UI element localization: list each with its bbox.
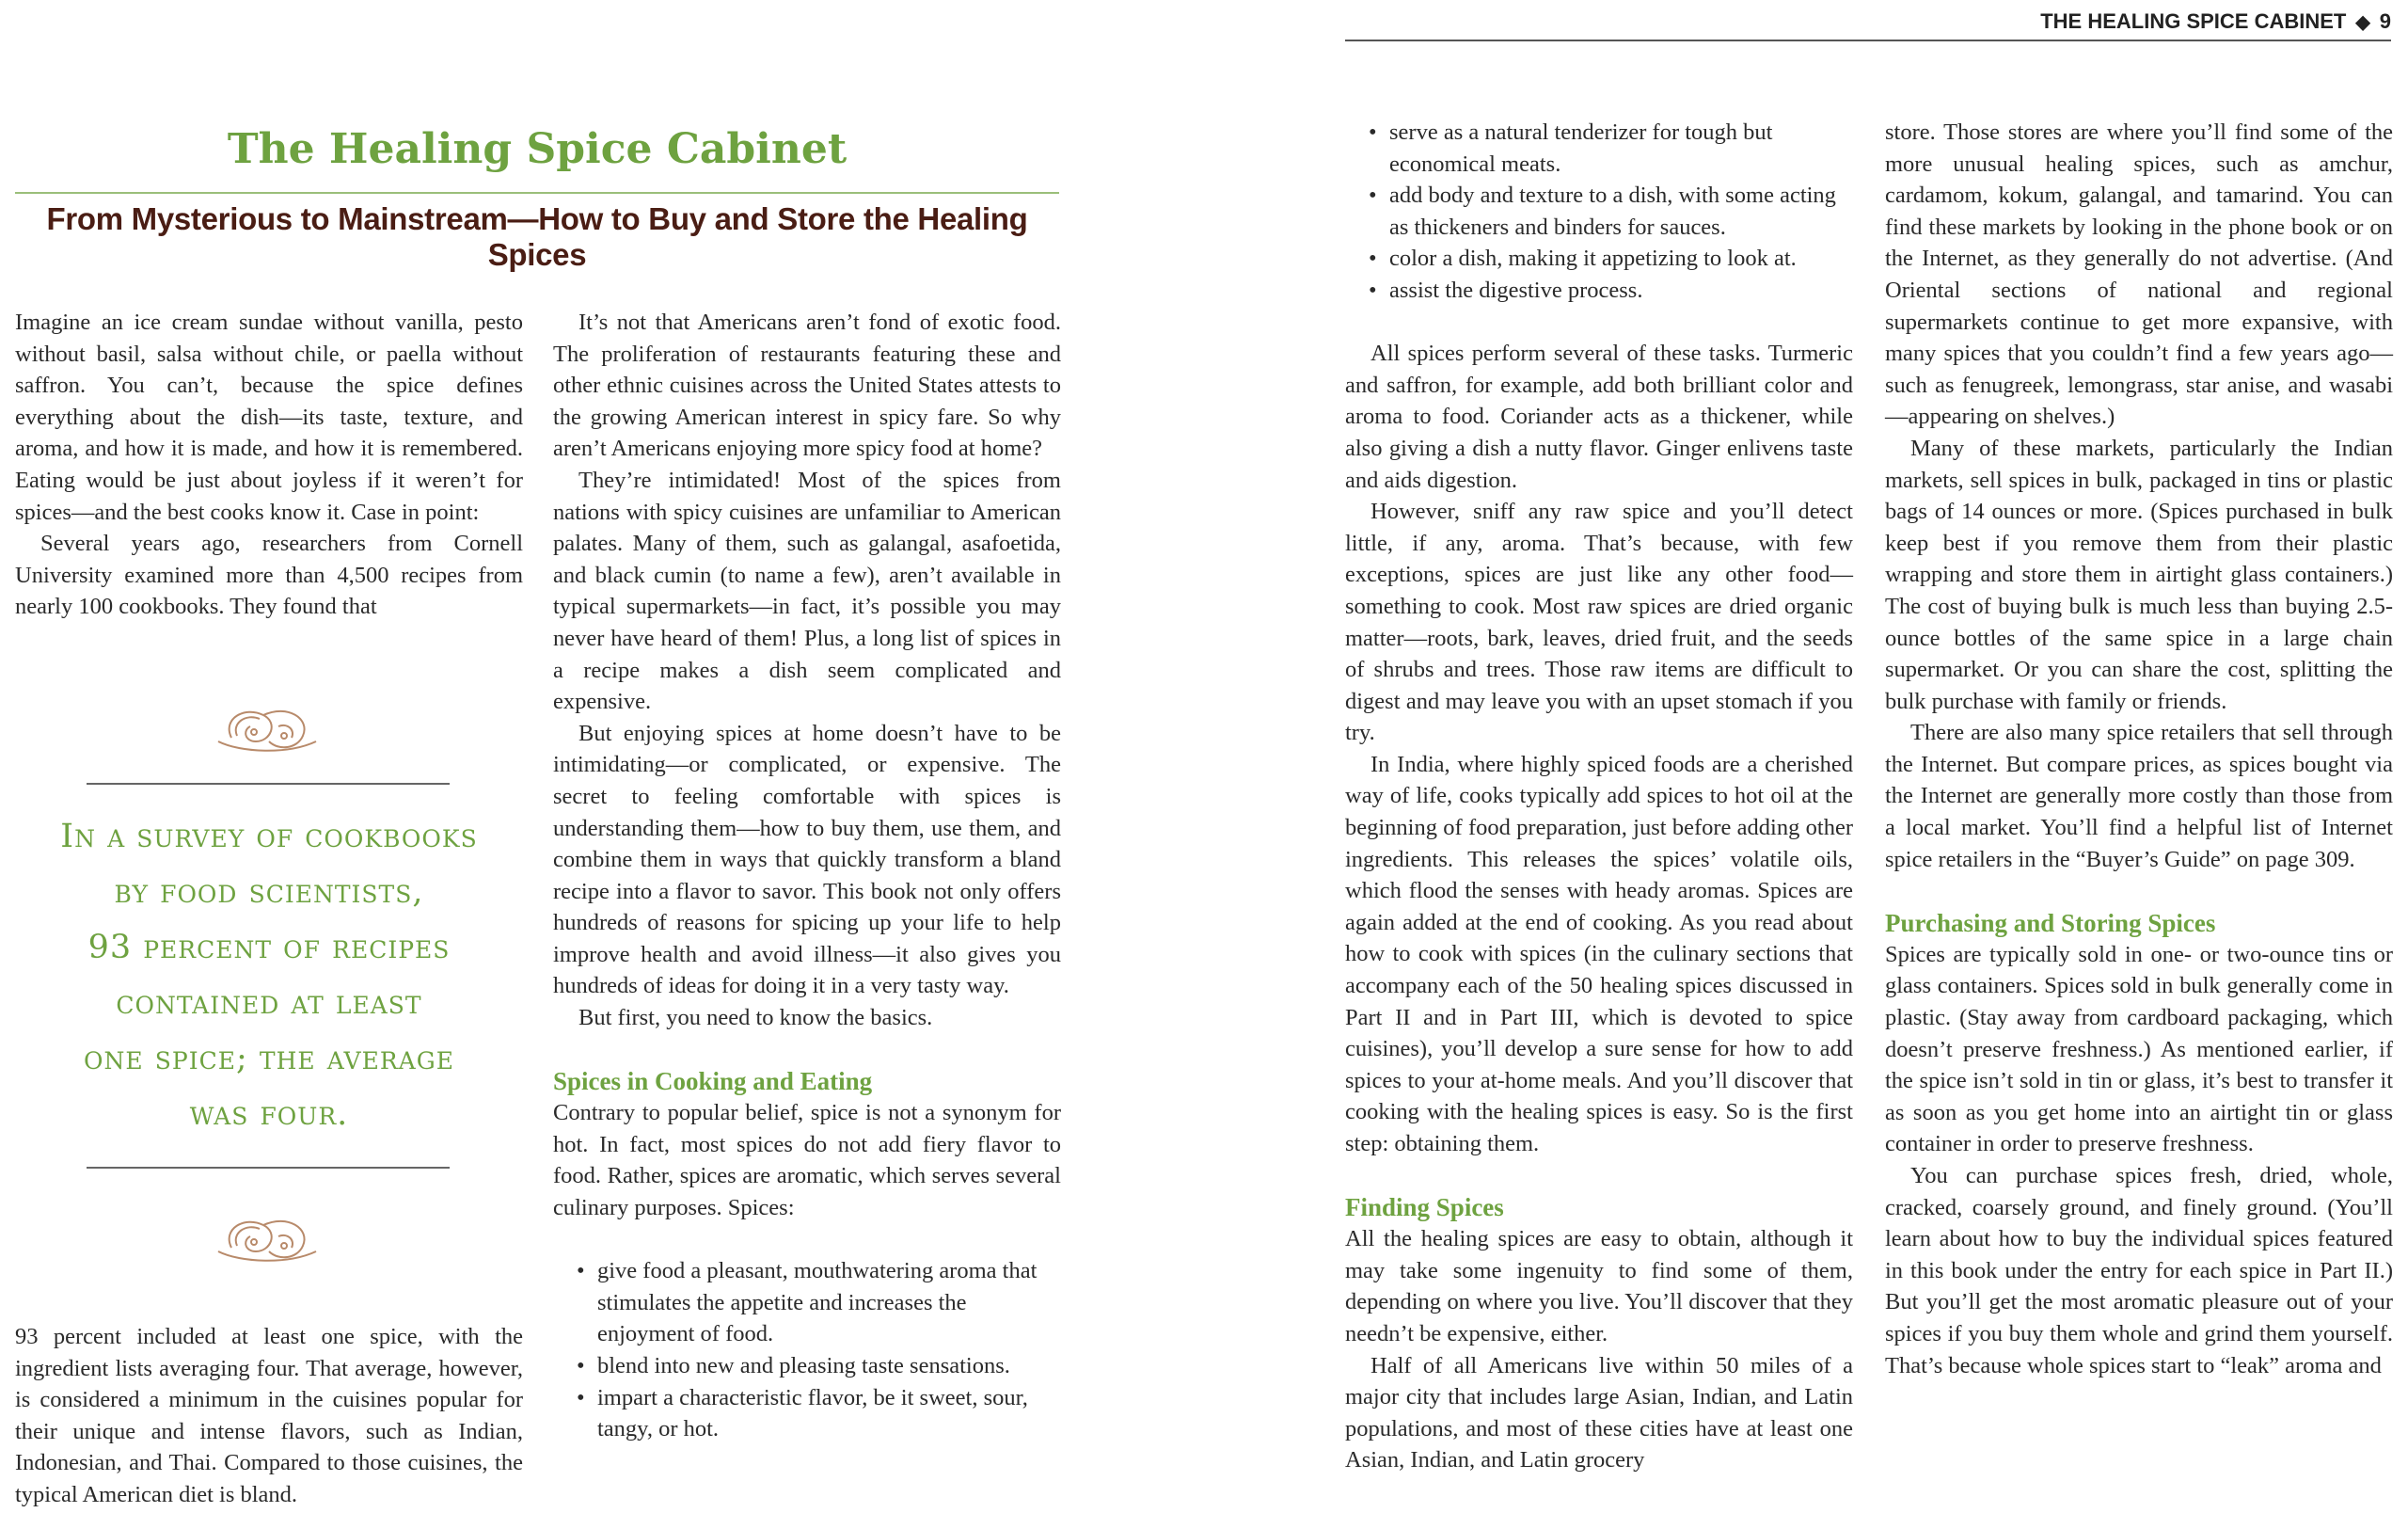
pull-quote	[15, 809, 523, 1142]
left-page	[0, 0, 1072, 1529]
col2-paragraph-2: They’re intimidated! Most of the spices from nations with spicy cuisines are unfamiliar to American palates. Many of them, such as galangal, asafoetida, and black cumin (to name a few), aren’t available in typical supermarkets—in fact, it’s possible you may never have heard of them! Plus, a long list of spices in a recipe makes a dish seem complicated and expensive.	[553, 467, 1061, 715]
list-item: • give food a pleasant, mouthwatering aroma that stimulates the appetite and increases the enjoyment of food.	[577, 1255, 1061, 1350]
pull-quote-line: was four.	[189, 1095, 349, 1133]
col3-paragraph-1: All spices perform several of these tasks. Turmeric and saffron, for example, add both brilliant color and aroma to food. Coriander acts as a thickener, while also giving a dish a nutty flavor. Ginger enlivens taste and aids digestion.	[1345, 341, 1853, 493]
pull-quote-line: contained at least	[116, 984, 422, 1022]
col2-paragraph-4: But first, you need to know the basics.	[578, 1005, 933, 1031]
list-item: • color a dish, making it appetizing to look at.	[1369, 243, 1853, 275]
col1-paragraph-1: Imagine an ice cream sundae without vanilla, pesto without basil, salsa without chile, or paella without saffron. You can’t, because the spice defines everything about the dish—its taste, texture, and aroma, and how it is made, and how it is remembered. Eating would be just about joyless if it weren’t for spices—and the best cooks know it. Case in point:	[15, 310, 523, 525]
col4-paragraph-2: Many of these markets, particularly the Indian markets, sell spices in bulk, packaged in tins or plastic bags of 14 ounces or more. (Spices purchased in bulk keep best if you remove them from their plastic wrapping and store them in airtight glass containers.) The cost of buying bulk is much less than buying 2.5-ounce bottles of the same spice in a large chain supermarket. Or you can share the cost, splitting the bulk purchase with family or friends.	[1885, 435, 2393, 714]
chapter-title: The Healing Spice Cabinet	[227, 125, 848, 173]
col3-paragraph-4: All the healing spices are easy to obtain, although it may take some ingenuity to find some of them, depending on where you live. You’ll discover that they needn’t be expensive, either.	[1345, 1226, 1853, 1346]
spice-purpose-list-continued	[1345, 117, 1853, 307]
spice-purpose-list	[553, 1255, 1061, 1445]
paisley-ornament-icon	[213, 1208, 322, 1270]
pull-quote-line: In a survey of cookbooks	[60, 818, 478, 855]
col4-paragraph-5: You can purchase spices fresh, dried, whole, cracked, coarsely ground, and finely ground. (You’ll learn about how to buy the individual spices featured in this book under the entry for each spice in Part II.) But you’ll get the most aromatic pleasure out of your spices if you buy them whole and grind them yourself. That’s because whole spices start to “leak” aroma and	[1885, 1163, 2393, 1378]
running-head-title: THE HEALING SPICE CABINET	[2040, 9, 2347, 33]
col1-paragraph-2: Several years ago, researchers from Cornell University examined more than 4,500 recipes from nearly 100 cookbooks. They found that	[15, 531, 523, 620]
col2-paragraph-1: It’s not that Americans aren’t fond of exotic food. The proliferation of restaurants featuring these and other ethnic cuisines across the United States attests to the growing American interest in spicy fare. So why aren’t Americans enjoying more spicy food at home?	[553, 310, 1061, 462]
paisley-ornament-icon	[213, 698, 322, 760]
pull-quote-line: 93 percent of recipes	[87, 929, 451, 966]
list-item: • add body and texture to a dish, with some acting as thickeners and binders for sauces.	[1369, 180, 1853, 243]
column-2	[553, 307, 1061, 1445]
section-heading: Finding Spices	[1345, 1193, 1504, 1222]
list-item: • assist the digestive process.	[1369, 275, 1853, 307]
list-item: • impart a characteristic flavor, be it sweet, sour, tangy, or hot.	[577, 1382, 1061, 1445]
section-heading: Purchasing and Storing Spices	[1885, 908, 2216, 937]
col4-paragraph-1: store. Those stores are where you’ll find some of the more unusual healing spices, such as amchur, cardamom, kokum, galangal, and tamarind. You can find these markets by looking in the phone book or on the Internet, as they generally do not advertise. (And Oriental sections of national and regional supermarkets continue to get more expansive, with many spices that you couldn’t find a few years ago—such as fenugreek, lemongrass, star anise, and wasabi—appearing on shelves.)	[1885, 119, 2393, 430]
col3-paragraph-5: Half of all Americans live within 50 miles of a major city that includes large Asian, Indian, and Latin populations, and most of these cities have at least one Asian, Indian, and Latin grocery	[1345, 1352, 1853, 1473]
section-heading: Spices in Cooking and Eating	[553, 1067, 873, 1096]
col2-paragraph-5: Contrary to popular belief, spice is not a synonym for hot. In fact, most spices do not add fiery flavor to food. Rather, spices are aromatic, which serves several culinary purposes. Spices:	[553, 1100, 1061, 1221]
col2-paragraph-3: But enjoying spices at home doesn’t have to be intimidating—or complicated, or expensive. The secret to feeling comfortable with spices is understanding them—how to buy them, use them, and combine them in ways that quickly transform a bland recipe into a flavor to savor. This book not only offers hundreds of reasons for spicing up your life to help improve health and avoid illness—it also gives you hundreds of ideas for doing it in a very tasty way.	[553, 720, 1061, 999]
list-item: • blend into new and pleasing taste sensations.	[577, 1350, 1061, 1382]
pull-quote-rule-top	[87, 783, 450, 785]
pull-quote-rule-bottom	[87, 1167, 450, 1169]
right-page	[1345, 0, 2408, 1529]
col3-paragraph-2: However, sniff any raw spice and you’ll detect little, if any, aroma. That’s because, with few exceptions, spices are just like any other food—something to cook. Most raw spices are dried organic matter—roots, bark, leaves, dried fruit, and the seeds of shrubs and trees. Those raw items are difficult to digest and may leave you with an upset stomach if you try.	[1345, 499, 1853, 746]
column-3	[1345, 117, 1853, 1476]
column-4	[1885, 117, 2393, 1381]
title-rule	[15, 192, 1059, 194]
column-1-bottom	[15, 1321, 523, 1511]
col4-paragraph-3: There are also many spice retailers that sell through the Internet. But compare prices, as spices bought via the Internet are generally more costly than those from a local market. You’ll find a helpful list of Internet spice retailers in the “Buyer’s Guide” on page 309.	[1885, 720, 2393, 872]
chapter-subtitle: From Mysterious to Mainstream—How to Buy and Store the Healing Spices	[46, 201, 1028, 272]
list-item: • serve as a natural tenderizer for tough but economical meats.	[1369, 117, 1853, 180]
col4-paragraph-4: Spices are typically sold in one- or two-ounce tins or glass containers. Spices sold in bulk generally come in plastic. (Stay away from cardboard packaging, which doesn’t preserve freshness.) As mentioned earlier, if the spice isn’t sold in tin or glass, it’s best to transfer it as soon as you get home into an airtight tin or glass container in order to preserve freshness.	[1885, 941, 2393, 1157]
page-number: 9	[2379, 9, 2391, 33]
pull-quote-line: by food scientists,	[114, 873, 424, 911]
col3-paragraph-3: In India, where highly spiced foods are a cherished way of life, cooks typically add spices to hot oil at the beginning of food preparation, just before adding other ingredients. This releases the spices’ volatile oils, which flood the senses with heady aromas. Spices are again added at the end of cooking. As you read about how to cook with spices (in the culinary sections that accompany each of the 50 healing spices discussed in Part II and in Part III, which is devoted to spice cuisines), you’ll develop a sure sense for how to add spices to your at-home meals. And you’ll discover that cooking with the healing spices is easy. So is the first step: obtaining them.	[1345, 751, 1853, 1156]
pull-quote-line: one spice; the average	[84, 1040, 454, 1077]
col1-paragraph-3: 93 percent included at least one spice, with the ingredient lists averaging four. That average, however, is considered a minimum in the cuisines popular for their unique and intense flavors, such as Indian, Indonesian, and Thai. Compared to those cuisines, the typical American diet is bland.	[15, 1324, 523, 1507]
column-1-top	[15, 307, 523, 623]
diamond-icon: ◆	[2355, 12, 2370, 33]
